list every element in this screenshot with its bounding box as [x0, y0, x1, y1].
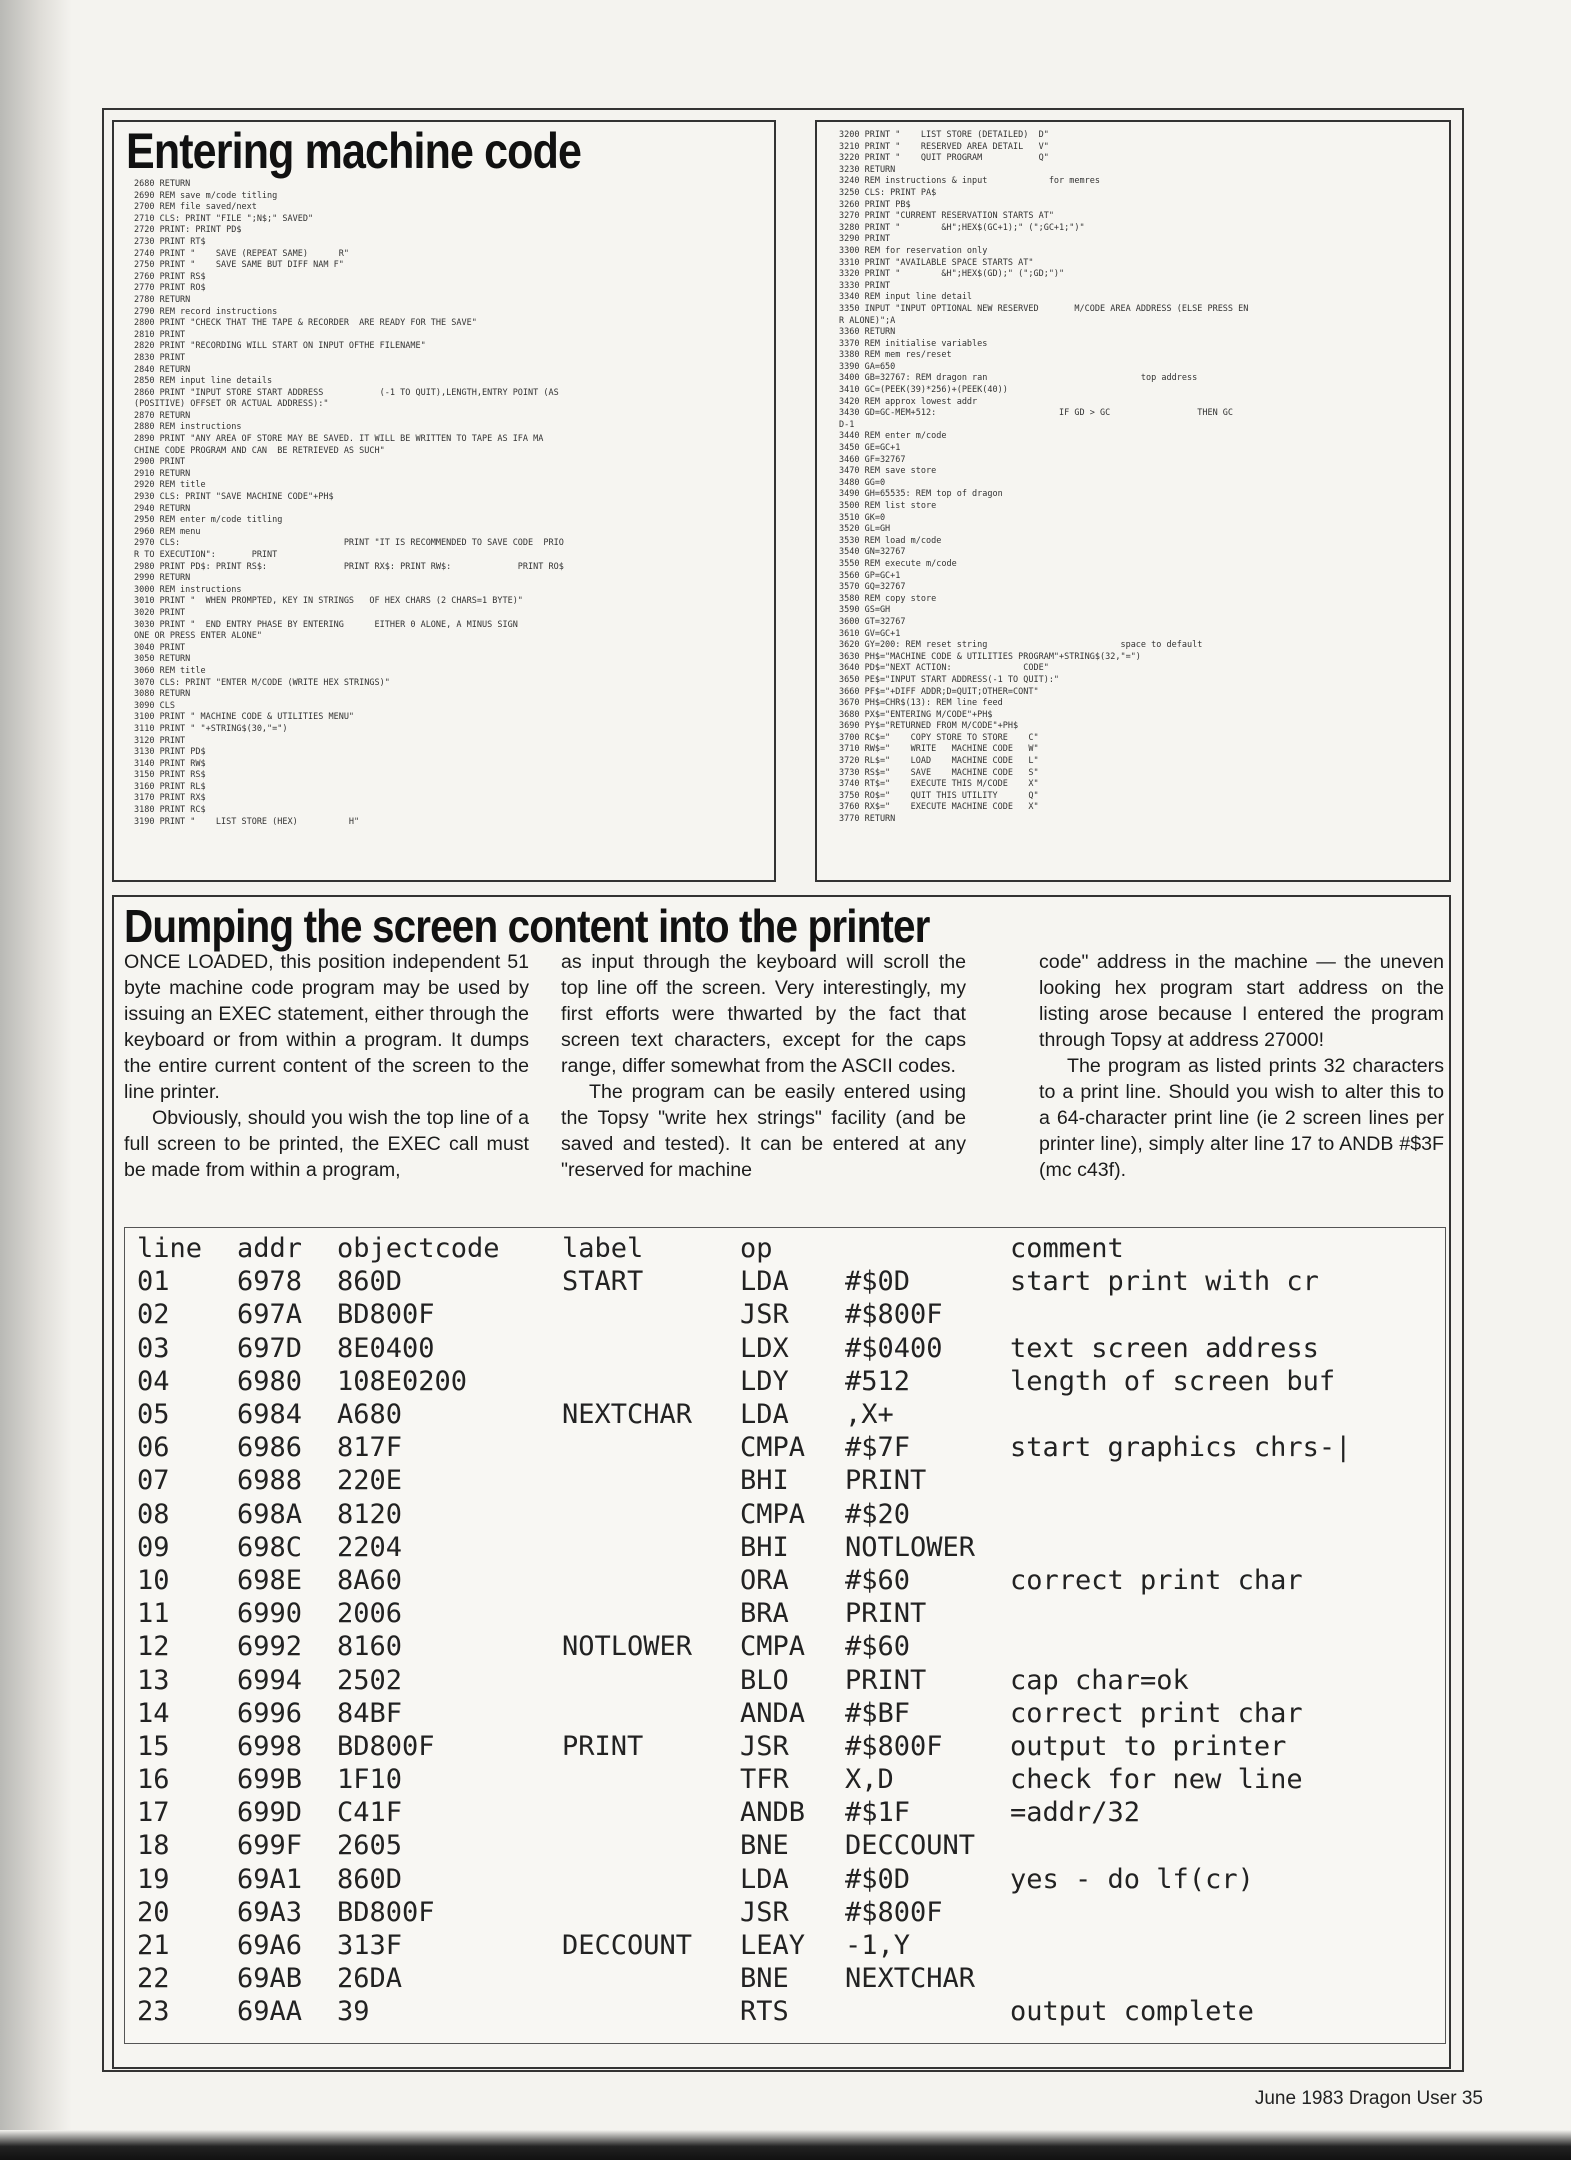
cell-objectcode: A680 [337, 1399, 403, 1431]
cell-label [562, 1365, 740, 1398]
cell-label: PRINT [562, 1730, 644, 1762]
cell-line: 19 [137, 1863, 170, 1895]
cell-operand: #$0400 [845, 1332, 943, 1364]
cell-comment: text screen address [1010, 1332, 1319, 1364]
cell-addr: 69AA [237, 1996, 303, 2028]
cell-op: LDA [740, 1399, 789, 1431]
table-row [137, 1929, 1440, 1962]
cell-line: 22 [137, 1963, 170, 1995]
cell-line: 04 [137, 1365, 170, 1397]
cell-op: JSR [740, 1730, 789, 1762]
cell-op: LEAY [740, 1930, 806, 1962]
listing-panel-left [112, 120, 776, 882]
cell-op: BNE [740, 1963, 789, 1995]
cell-label [562, 1829, 740, 1862]
cell-line: 03 [137, 1332, 170, 1364]
page-bottom-shadow [0, 2130, 1571, 2160]
cell-label: START [562, 1266, 644, 1298]
column-header-line: line [137, 1233, 203, 1265]
cell-addr: 69A6 [237, 1930, 303, 1962]
cell-comment [1010, 1829, 1440, 1862]
cell-label [562, 1464, 740, 1497]
cell-objectcode: BD800F [337, 1299, 435, 1331]
cell-comment: check for new line [1010, 1764, 1303, 1796]
cell-op: ANDB [740, 1797, 806, 1829]
cell-op: RTS [740, 1996, 789, 2028]
cell-operand: #$0D [845, 1266, 911, 1298]
cell-line: 18 [137, 1830, 170, 1862]
table-row [137, 1663, 1440, 1696]
column-header-comment: comment [1010, 1233, 1124, 1265]
cell-addr: 699F [237, 1830, 303, 1862]
cell-label: DECCOUNT [562, 1930, 693, 1962]
paragraph: The program as listed prints 32 characters to a print line. Should you wish to alter this to a 64-character print line (ie 2 screen lines per printer line), simply alter line 17 to ANDB #$3F (mc c43f). [1039, 1055, 1444, 1181]
cell-op: LDY [740, 1365, 789, 1397]
table-row [137, 1730, 1440, 1763]
cell-addr: 697A [237, 1299, 303, 1331]
cell-op: BLO [740, 1664, 789, 1696]
table-row [137, 1498, 1440, 1531]
basic-listing-right: 3200 PRINT " LIST STORE (DETAILED) D" 3210 PRINT " RESERVED AREA DETAIL V" 3220 PRINT " QUIT PROGRAM Q" 3230 RETURN 3240 REM instructions & input for memres 3250 CLS: PRINT PA$ 3260 PRINT PB$ 3270 PRINT "CURRENT RESERVATION STARTS AT" 3280 PRINT " &H";HEX$(GC+1);" (";GC+1;")" 3290 PRINT 3300 REM for reservation only 3310 PRINT "AVAILABLE SPACE STARTS AT" 3320 PRINT " &H";HEX$(GD);" (";GD;")" 3330 PRINT 3340 REM input line detail 3350 INPUT "INPUT OPTIONAL NEW RESERVED M/CODE AREA ADDRESS (ELSE PRESS EN R ALONE)";A 3360 RETURN 3370 REM initialise variables 3380 REM mem res/reset 3390 GA=650 3400 GB=32767: REM dragon ran top address 3410 GC=(PEEK(39)*256)+(PEEK(40)) 3420 REM approx lowest addr 3430 GD=GC-MEM+512: IF GD > GC THEN GC D-1 3440 REM enter m/code 3450 GE=GC+1 3460 GF=32767 3470 REM save store 3480 GG=0 3490 GH=65535: REM top of dragon 3500 REM list store 3510 GK=0 3520 GL=GH 3530 REM load m/code 3540 GN=32767 3550 REM execute m/code 3560 GP=GC+1 3570 GQ=32767 3580 REM copy store 3590 GS=GH 3600 GT=32767 3610 GV=GC+1 3620 GY=200: REM reset string space to default 3630 PH$="MACHINE CODE & UTILITIES PROGRAM"+STRING$(32,"=") 3640 PD$="NEXT ACTION: CODE" 3650 PE$="INPUT START ADDRESS(-1 TO QUIT):" 3660 PF$="+DIFF ADDR;D=QUIT;OTHER=CONT" 3670 PH$=CHR$(13): REM line feed 3680 PX$="ENTERING M/CODE"+PH$ 3690 PY$="RETURNED FROM M/CODE"+PH$ 3700 RC$=" COPY STORE TO STORE C" 3710 RW$=" WRITE MACHINE CODE W" 3720 RL$=" LOAD MACHINE CODE L" 3730 RS$=" SAVE MACHINE CODE S" 3740 RT$=" EXECUTE THIS M/CODE X" 3750 RO$=" QUIT THIS UTILITY Q" 3760 RX$=" EXECUTE MACHINE CODE X" 3770 RETURN [839, 130, 1249, 825]
table-row [137, 1896, 1440, 1929]
cell-op: CMPA [740, 1432, 806, 1464]
cell-objectcode: 84BF [337, 1697, 403, 1729]
cell-comment: start graphics chrs-| [1010, 1432, 1352, 1464]
cell-label [562, 1962, 740, 1995]
cell-op: BHI [740, 1531, 789, 1563]
cell-label [562, 1863, 740, 1896]
cell-label [562, 1298, 740, 1331]
cell-comment: =addr/32 [1010, 1797, 1141, 1829]
table-row [137, 1531, 1440, 1564]
cell-addr: 699D [237, 1797, 303, 1829]
cell-objectcode: 108E0200 [337, 1365, 468, 1397]
cell-objectcode: 313F [337, 1930, 403, 1962]
cell-addr: 6986 [237, 1432, 303, 1464]
article-screen-dump [112, 895, 1451, 2069]
cell-label [562, 1663, 740, 1696]
cell-operand: #$0D [845, 1863, 911, 1895]
cell-op: LDA [740, 1266, 789, 1298]
cell-operand: -1,Y [845, 1930, 911, 1962]
cell-objectcode: BD800F [337, 1896, 435, 1928]
paragraph: ONCE LOADED, this position independent 51 byte machine code program may be used by issuing an EXEC statement, either through the keyboard or from within a program. It dumps the entire current content of the screen to the line printer. [124, 951, 529, 1103]
cell-op: CMPA [740, 1498, 806, 1530]
cell-operand: #$1F [845, 1797, 911, 1829]
cell-objectcode: 220E [337, 1465, 403, 1497]
cell-comment: correct print char [1010, 1697, 1303, 1729]
cell-label: NOTLOWER [562, 1631, 693, 1663]
cell-comment [1010, 1896, 1440, 1929]
cell-line: 12 [137, 1631, 170, 1663]
cell-line: 10 [137, 1564, 170, 1596]
cell-addr: 6980 [237, 1365, 303, 1397]
article-column-1 [124, 949, 529, 1183]
cell-label [562, 1431, 740, 1464]
cell-addr: 6998 [237, 1730, 303, 1762]
cell-comment: length of screen buf [1010, 1365, 1336, 1397]
cell-op: BRA [740, 1598, 789, 1630]
table-row [137, 1265, 1440, 1298]
table-row [137, 1597, 1440, 1630]
cell-line: 21 [137, 1930, 170, 1962]
table-row [137, 1298, 1440, 1331]
assembly-rows [137, 1265, 1440, 2028]
table-row [137, 1796, 1440, 1829]
cell-comment: output to printer [1010, 1730, 1287, 1762]
cell-objectcode: 8120 [337, 1498, 403, 1530]
page-footer: June 1983 Dragon User 35 [1254, 2088, 1483, 2109]
cell-operand: NOTLOWER [845, 1531, 976, 1563]
cell-objectcode: 26DA [337, 1963, 403, 1995]
cell-objectcode: 817F [337, 1432, 403, 1464]
cell-line: 01 [137, 1266, 170, 1298]
cell-label [562, 1697, 740, 1730]
cell-comment [1010, 1597, 1440, 1630]
cell-op: CMPA [740, 1631, 806, 1663]
cell-comment [1010, 1398, 1440, 1431]
cell-objectcode: BD800F [337, 1730, 435, 1762]
cell-op: LDX [740, 1332, 789, 1364]
cell-objectcode: 860D [337, 1266, 403, 1298]
assembly-listing-box [124, 1227, 1446, 2044]
cell-operand: ,X+ [845, 1399, 894, 1431]
table-row [137, 1398, 1440, 1431]
column-header-objectcode: objectcode [337, 1233, 500, 1265]
cell-objectcode: 2502 [337, 1664, 403, 1696]
cell-objectcode: 39 [337, 1996, 370, 2028]
cell-addr: 6978 [237, 1266, 303, 1298]
table-row [137, 1464, 1440, 1497]
cell-label [562, 1531, 740, 1564]
cell-label [562, 1896, 740, 1929]
cell-addr: 6996 [237, 1697, 303, 1729]
cell-operand: PRINT [845, 1465, 927, 1497]
cell-addr: 697D [237, 1332, 303, 1364]
cell-objectcode: 2204 [337, 1531, 403, 1563]
cell-line: 16 [137, 1764, 170, 1796]
cell-objectcode: 8E0400 [337, 1332, 435, 1364]
cell-comment: yes - do lf(cr) [1010, 1863, 1254, 1895]
cell-line: 08 [137, 1498, 170, 1530]
cell-comment [1010, 1630, 1440, 1663]
cell-line: 09 [137, 1531, 170, 1563]
cell-comment: cap char=ok [1010, 1664, 1189, 1696]
cell-comment: start print with cr [1010, 1266, 1319, 1298]
table-row [137, 1365, 1440, 1398]
assembly-listing-table [137, 1232, 1440, 2029]
table-row [137, 1697, 1440, 1730]
paragraph: code" address in the machine — the uneven looking hex program start address on the listing arose because I entered the program through Topsy at address 27000! [1039, 951, 1444, 1051]
table-row [137, 1431, 1440, 1464]
cell-comment: output complete [1010, 1996, 1254, 2028]
cell-addr: 698E [237, 1564, 303, 1596]
cell-line: 23 [137, 1996, 170, 2028]
cell-operand: PRINT [845, 1664, 927, 1696]
cell-operand: #$800F [845, 1730, 943, 1762]
article-title-screen-dump: Dumping the screen content into the printer [124, 900, 930, 952]
cell-line: 13 [137, 1664, 170, 1696]
basic-listing-left: 2680 RETURN 2690 REM save m/code titling 2700 REM file saved/next 2710 CLS: PRINT "FILE ";N$;" SAVED" 2720 PRINT: PRINT PD$ 2730 PRINT RT$ 2740 PRINT " SAVE (REPEAT SAME) R" 2750 PRINT " SAVE SAME BUT DIFF NAM F" 2760 PRINT RS$ 2770 PRINT RO$ 2780 RETURN 2790 REM record instructions 2800 PRINT "CHECK THAT THE TAPE & RECORDER ARE READY FOR THE SAVE" 2810 PRINT 2820 PRINT "RECORDING WILL START ON INPUT OFTHE FILENAME" 2830 PRINT 2840 RETURN 2850 REM input line details 2860 PRINT "INPUT STORE START ADDRESS (-1 TO QUIT),LENGTH,ENTRY POINT (AS (POSITIVE) OFFSET OR ACTUAL ADDRESS):" 2870 RETURN 2880 REM instructions 2890 PRINT "ANY AREA OF STORE MAY BE SAVED. IT WILL BE WRITTEN TO TAPE AS IFA MA CHINE CODE PROGRAM AND CAN BE RETRIEVED AS SUCH" 2900 PRINT 2910 RETURN 2920 REM title 2930 CLS: PRINT "SAVE MACHINE CODE"+PH$ 2940 RETURN 2950 REM enter m/code titling 2960 REM menu 2970 CLS: PRINT "IT IS RECOMMENDED TO SAVE CODE PRIO R TO EXECUTION": PRINT 2980 PRINT PD$: PRINT RS$: PRINT RX$: PRINT RW$: PRINT RO$ 2990 RETURN 3000 REM instructions 3010 PRINT " WHEN PROMPTED, KEY IN STRINGS OF HEX CHARS (2 CHARS=1 BYTE)" 3020 PRINT 3030 PRINT " END ENTRY PHASE BY ENTERING EITHER 0 ALONE, A MINUS SIGN ONE OR PRESS ENTER ALONE" 3040 PRINT 3050 RETURN 3060 REM title 3070 CLS: PRINT "ENTER M/CODE (WRITE HEX STRINGS)" 3080 RETURN 3090 CLS 3100 PRINT " MACHINE CODE & UTILITIES MENU" 3110 PRINT " "+STRING$(30,"=") 3120 PRINT 3130 PRINT PD$ 3140 PRINT RW$ 3150 PRINT RS$ 3160 PRINT RL$ 3170 PRINT RX$ 3180 PRINT RC$ 3190 PRINT " LIST STORE (HEX) H" [134, 179, 564, 827]
cell-comment [1010, 1298, 1440, 1331]
paragraph: as input through the keyboard will scroll the top line off the screen. Very interestingly, my first efforts were thwarted by the fact that screen text characters, except for the caps range, differ somewhat from the ASCII codes. [561, 951, 966, 1077]
table-row [137, 1564, 1440, 1597]
cell-line: 07 [137, 1465, 170, 1497]
cell-op: BHI [740, 1465, 789, 1497]
cell-addr: 698C [237, 1531, 303, 1563]
cell-op: JSR [740, 1299, 789, 1331]
cell-label [562, 1332, 740, 1365]
cell-label [562, 1995, 740, 2028]
cell-operand: PRINT [845, 1598, 927, 1630]
cell-addr: 699B [237, 1764, 303, 1796]
cell-comment [1010, 1962, 1440, 1995]
cell-addr: 6990 [237, 1598, 303, 1630]
page-spine-shadow [0, 0, 72, 2160]
cell-line: 11 [137, 1598, 170, 1630]
table-header-row [137, 1232, 1440, 1265]
cell-op: TFR [740, 1764, 789, 1796]
cell-op: JSR [740, 1896, 789, 1928]
cell-addr: 698A [237, 1498, 303, 1530]
table-row [137, 1829, 1440, 1862]
cell-line: 05 [137, 1399, 170, 1431]
cell-label [562, 1597, 740, 1630]
cell-addr: 69A1 [237, 1863, 303, 1895]
cell-op: ORA [740, 1564, 789, 1596]
cell-addr: 69A3 [237, 1896, 303, 1928]
article-column-2 [561, 949, 966, 1183]
table-row [137, 1995, 1440, 2028]
column-header-op: op [740, 1233, 773, 1265]
table-row [137, 1630, 1440, 1663]
cell-operand: #$20 [845, 1498, 911, 1530]
cell-addr: 6994 [237, 1664, 303, 1696]
column-header-addr: addr [237, 1233, 303, 1265]
cell-operand: #$7F [845, 1432, 911, 1464]
cell-label [562, 1564, 740, 1597]
cell-line: 14 [137, 1697, 170, 1729]
listing-panel-right [815, 120, 1451, 882]
cell-comment [1010, 1531, 1440, 1564]
cell-objectcode: 2605 [337, 1830, 403, 1862]
cell-line: 06 [137, 1432, 170, 1464]
article-column-3 [1039, 949, 1444, 1183]
cell-label [562, 1796, 740, 1829]
cell-label [562, 1498, 740, 1531]
cell-objectcode: C41F [337, 1797, 403, 1829]
table-row [137, 1763, 1440, 1796]
cell-comment [1010, 1929, 1440, 1962]
cell-operand: #$60 [845, 1631, 911, 1663]
cell-operand: #$800F [845, 1299, 943, 1331]
cell-label: NEXTCHAR [562, 1399, 693, 1431]
cell-line: 02 [137, 1299, 170, 1331]
cell-line: 20 [137, 1896, 170, 1928]
cell-objectcode: 8160 [337, 1631, 403, 1663]
cell-addr: 69AB [237, 1963, 303, 1995]
cell-operand: X,D [845, 1764, 894, 1796]
paragraph: Obviously, should you wish the top line of a full screen to be printed, the EXEC call must be made from within a program, [124, 1107, 529, 1181]
cell-op: LDA [740, 1863, 789, 1895]
cell-operand: #512 [845, 1365, 911, 1397]
article-title-entering-machine-code: Entering machine code [126, 123, 582, 179]
paragraph: The program can be easily entered using the Topsy "write hex strings" facility (and be saved and tested). It can be entered at any "reserved for machine [561, 1081, 966, 1181]
column-header-label: label [562, 1233, 644, 1265]
cell-label [562, 1763, 740, 1796]
table-row [137, 1962, 1440, 1995]
cell-objectcode: 2006 [337, 1598, 403, 1630]
cell-objectcode: 8A60 [337, 1564, 403, 1596]
cell-operand [845, 1995, 1010, 2028]
cell-operand: #$60 [845, 1564, 911, 1596]
cell-line: 15 [137, 1730, 170, 1762]
cell-objectcode: 860D [337, 1863, 403, 1895]
cell-addr: 6988 [237, 1465, 303, 1497]
cell-op: ANDA [740, 1697, 806, 1729]
table-row [137, 1332, 1440, 1365]
column-header-operand [845, 1232, 1010, 1265]
table-row [137, 1863, 1440, 1896]
cell-addr: 6992 [237, 1631, 303, 1663]
cell-operand: DECCOUNT [845, 1830, 976, 1862]
cell-operand: NEXTCHAR [845, 1963, 976, 1995]
cell-comment: correct print char [1010, 1564, 1303, 1596]
cell-objectcode: 1F10 [337, 1764, 403, 1796]
cell-operand: #$BF [845, 1697, 911, 1729]
cell-line: 17 [137, 1797, 170, 1829]
cell-comment [1010, 1498, 1440, 1531]
cell-comment [1010, 1464, 1440, 1497]
cell-operand: #$800F [845, 1896, 943, 1928]
cell-addr: 6984 [237, 1399, 303, 1431]
cell-op: BNE [740, 1830, 789, 1862]
